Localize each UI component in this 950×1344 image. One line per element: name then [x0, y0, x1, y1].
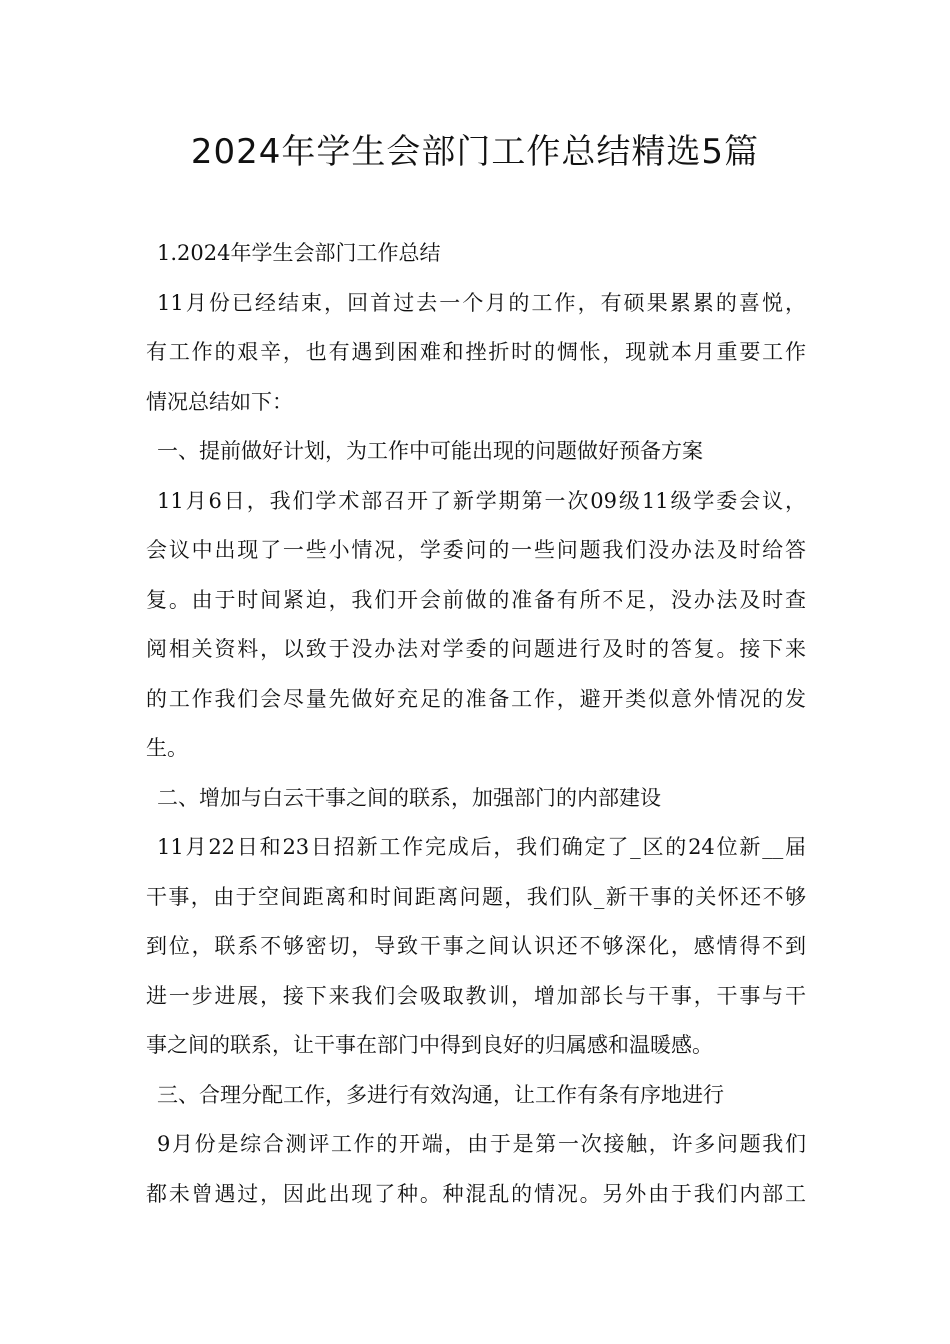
paragraph-line: 有工作的艰辛，也有遇到困难和挫折时的惆怅，现就本月重要工作 — [146, 340, 806, 364]
paragraph-line: 干事，由于空间距离和时间距离问题，我们队_新干事的关怀还不够 — [146, 884, 806, 909]
document-body — [146, 229, 806, 1219]
subsection-heading: 一、提前做好计划，为工作中可能出现的问题做好预备方案 — [157, 439, 703, 463]
paragraph-line: 会议中出现了一些小情况，学委问的一些问题我们没办法及时给答 — [146, 538, 806, 562]
paragraph-line: 都未曾遇过，因此出现了种。种混乱的情况。另外由于我们内部工 — [146, 1181, 806, 1206]
paragraph-line: 9月份是综合测评工作的开端，由于是第一次接触，许多问题我们 — [157, 1132, 806, 1156]
paragraph-line: 事之间的联系，让干事在部门中得到良好的归属感和温暖感。 — [146, 1033, 713, 1057]
paragraph-line: 情况总结如下： — [146, 389, 293, 414]
paragraph-line: 到位，联系不够密切，导致干事之间认识还不够深化，感情得不到 — [146, 934, 806, 958]
paragraph-line: 的工作我们会尽量先做好充足的准备工作，避开类似意外情况的发 — [146, 686, 806, 711]
subsection-heading: 二、增加与白云干事之间的联系，加强部门的内部建设 — [157, 785, 661, 810]
paragraph-line: 进一步进展，接下来我们会吸取教训，增加部长与干事，干事与干 — [146, 983, 806, 1008]
document-title: 2024年学生会部门工作总结精选5篇 — [190, 132, 760, 172]
paragraph-line: 阅相关资料，以致于没办法对学委的问题进行及时的答复。接下来 — [146, 637, 806, 661]
section-heading: 1.2024年学生会部门工作总结 — [157, 241, 441, 265]
subsection-heading: 三、合理分配工作，多进行有效沟通，让工作有条有序地进行 — [157, 1082, 724, 1107]
paragraph-line: 11月22日和23日招新工作完成后，我们确定了_区的24位新__届 — [157, 835, 806, 859]
paragraph-line: 生。 — [146, 736, 188, 760]
paragraph-line: 复。由于时间紧迫，我们开会前做的准备有所不足，没办法及时查 — [146, 587, 806, 612]
paragraph-line: 11月6日，我们学术部召开了新学期第一次09级11级学委会议， — [157, 488, 806, 513]
paragraph-line: 11月份已经结束，回首过去一个月的工作，有硕果累累的喜悦， — [157, 290, 806, 315]
